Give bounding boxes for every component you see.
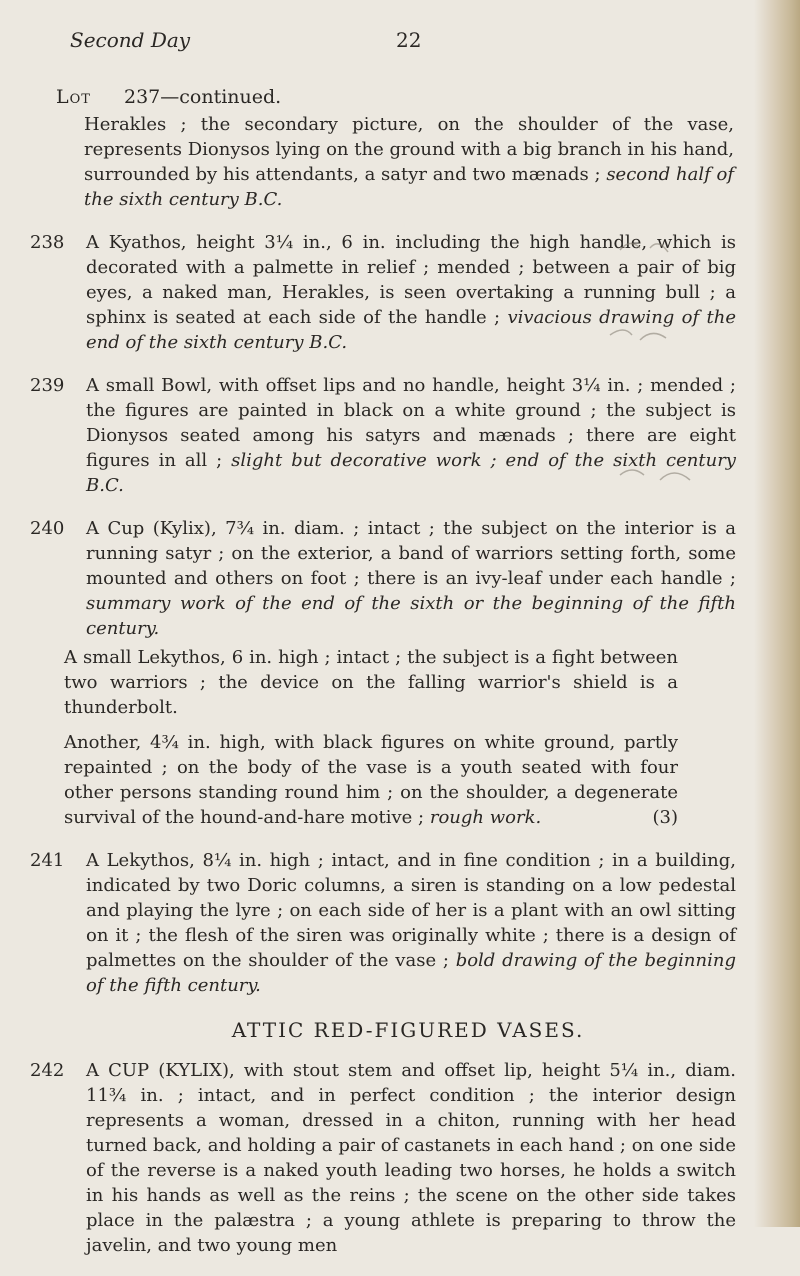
entry-number: 238 xyxy=(30,232,65,253)
lot-continued-heading xyxy=(28,84,768,110)
running-head: Second Day xyxy=(70,28,191,52)
section-heading: ATTIC RED-FIGURED VASES. xyxy=(231,1018,585,1042)
item-count: (3) xyxy=(652,807,678,828)
entry-text: A Lekythos, 8¼ in. high ; intact, and in fine condition ; in a building, indicated by two Doric columns, a siren is standing on a low pedestal and playing the lyre ; on each side of her is a plant with an owl sitting on it ; the flesh of the siren was originally white ; there is a design of palmettes on the shoulder of the vase ; xyxy=(86,850,736,971)
entry-attribution: vivacious drawing of the end of the sixth century B.C. xyxy=(86,307,736,353)
entry-attribution: slight but decorative work ; end of the sixth century B.C. xyxy=(86,450,736,496)
entry-number: 239 xyxy=(30,375,65,396)
entry-text: A Cup (Kylix), 7¾ in. diam. ; intact ; the subject on the interior is a running satyr ; on the exterior, a band of warriors setting forth, some mounted and others on foot ; there is an ivy-leaf under each handle ; xyxy=(86,518,736,589)
page-number: 22 xyxy=(396,28,422,52)
sub-item-attribution: rough work. xyxy=(429,807,542,828)
lot-continued-description: Herakles ; the secondary picture, on the shoulder of the vase, represents Dionysos lying on the ground with a big branch in his hand, surrounded by his attendants, a satyr and two mænads ; second half of the sixth century B.C. xyxy=(84,114,734,210)
sub-item-lekythos: A small Lekythos, 6 in. high ; intact ; the subject is a fight between two warriors ; the device on the falling warrior's shield is a thunderbolt. xyxy=(64,647,678,718)
catalogue-entry-241 xyxy=(28,848,768,998)
entry-text: A CUP (KYLIX), with stout stem and offset lip, height 5¼ in., diam. 11¾ in. ; intact, and in perfect condition ; the interior design represents a woman, dressed in a chiton, running with her head turned back, and holding a pair of castanets in each hand ; on one side of the reverse is a naked youth leading two horses, he holds a switch in his hands as well as the reins ; the scene on the other side takes place in the palæstra ; a young athlete is preparing to throw the javelin, and two young men xyxy=(86,1060,736,1256)
lot-label: Lot xyxy=(56,86,91,108)
lot-continued-title: 237—continued. xyxy=(124,86,282,108)
entry-text: A small Bowl, with offset lips and no handle, height 3¼ in. ; mended ; the figures are painted in black on a white ground ; the subject is Dionysos seated among his satyrs and mænads ; there are eight figures in all ; xyxy=(86,375,736,471)
pencil-annotations xyxy=(600,230,760,590)
catalogue-entry-242 xyxy=(28,1058,768,1258)
entry-attribution: bold drawing of the beginning of the fifth century. xyxy=(86,950,736,996)
sub-item-another: Another, 4¾ in. high, with black figures on white ground, partly repainted ; on the body of the vase is a youth seated with four other persons standing round him ; on the shoulder, a degenerate survival of the hound-and-hare motive ; rough work. (3) xyxy=(64,732,678,828)
lot-continued-date: second half of the sixth century B.C. xyxy=(84,164,734,210)
entry-number: 241 xyxy=(30,850,65,871)
page-header xyxy=(70,28,710,58)
entry-number: 240 xyxy=(30,518,65,539)
entry-attribution: summary work of the end of the sixth or the beginning of the fifth century. xyxy=(86,593,736,639)
entry-text: A Kyathos, height 3¼ in., 6 in. including the high handle, which is decorated with a palmette in relief ; mended ; between a pair of big eyes, a naked man, Herakles, is seen overtaking a running bull ; a sphinx is seated at each side of the handle ; xyxy=(86,232,736,328)
entry-number: 242 xyxy=(30,1060,65,1081)
